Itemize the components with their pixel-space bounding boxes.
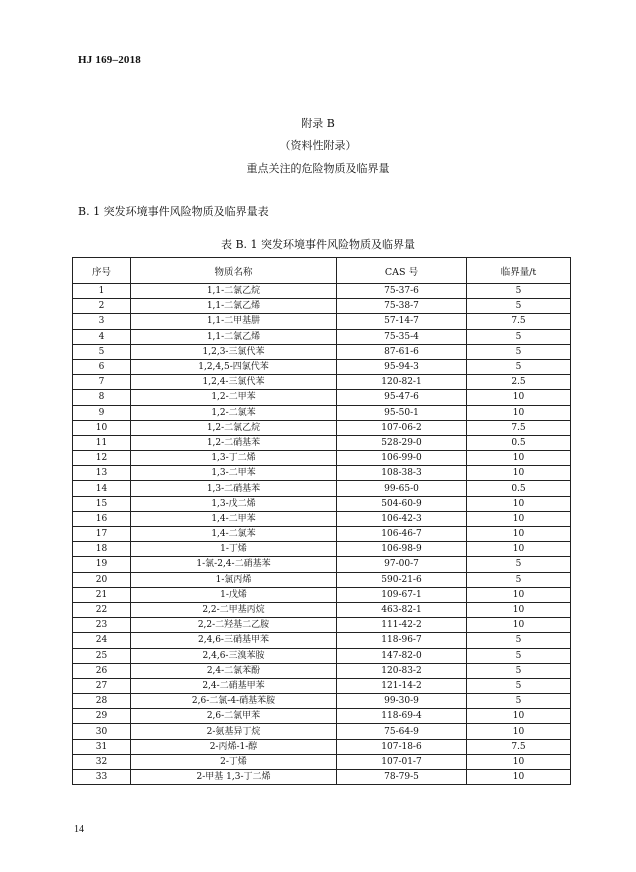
table-row	[73, 344, 571, 359]
cell-threshold: 10	[467, 405, 571, 420]
cell-cas-number: 75-35-4	[337, 329, 467, 344]
cell-cas-number: 107-18-6	[337, 739, 467, 754]
cell-index: 3	[73, 314, 131, 329]
cell-threshold: 7.5	[467, 420, 571, 435]
cell-index: 5	[73, 344, 131, 359]
cell-substance-name: 1,3-戊二烯	[131, 496, 337, 511]
table-header-row	[73, 258, 571, 284]
cell-cas-number: 95-94-3	[337, 359, 467, 374]
table-row	[73, 329, 571, 344]
table-row	[73, 770, 571, 785]
cell-index: 8	[73, 390, 131, 405]
cell-substance-name: 1,3-丁二烯	[131, 451, 337, 466]
cell-substance-name: 1,2,3-三氯代苯	[131, 344, 337, 359]
cell-cas-number: 75-38-7	[337, 299, 467, 314]
cell-cas-number: 118-96-7	[337, 633, 467, 648]
cell-substance-name: 1-丁烯	[131, 542, 337, 557]
table-row	[73, 648, 571, 663]
table-row	[73, 314, 571, 329]
table-row	[73, 359, 571, 374]
cell-substance-name: 1-氯丙烯	[131, 572, 337, 587]
table-row	[73, 572, 571, 587]
table-row	[73, 451, 571, 466]
cell-index: 15	[73, 496, 131, 511]
cell-threshold: 5	[467, 557, 571, 572]
cell-index: 16	[73, 511, 131, 526]
cell-threshold: 10	[467, 754, 571, 769]
table-row	[73, 618, 571, 633]
table-caption: 表 B. 1 突发环境事件风险物质及临界量	[220, 238, 416, 251]
table-row	[73, 602, 571, 617]
cell-index: 21	[73, 587, 131, 602]
cell-cas-number: 120-83-2	[337, 663, 467, 678]
cell-index: 13	[73, 466, 131, 481]
table-row	[73, 587, 571, 602]
cell-index: 11	[73, 435, 131, 450]
appendix-subtitle: （资料性附录）	[279, 139, 357, 152]
cell-substance-name: 2,4-二硝基甲苯	[131, 678, 337, 693]
table-row	[73, 299, 571, 314]
column-header-substance-name: 物质名称	[131, 258, 337, 284]
table-row	[73, 633, 571, 648]
cell-index: 7	[73, 375, 131, 390]
cell-threshold: 0.5	[467, 481, 571, 496]
cell-cas-number: 95-50-1	[337, 405, 467, 420]
cell-cas-number: 97-00-7	[337, 557, 467, 572]
cell-substance-name: 1,2,4,5-四氯代苯	[131, 359, 337, 374]
table-row	[73, 420, 571, 435]
cell-index: 27	[73, 678, 131, 693]
cell-index: 30	[73, 724, 131, 739]
cell-index: 24	[73, 633, 131, 648]
cell-substance-name: 1,1-二氯乙烷	[131, 284, 337, 299]
cell-threshold: 5	[467, 329, 571, 344]
cell-cas-number: 75-64-9	[337, 724, 467, 739]
cell-index: 1	[73, 284, 131, 299]
cell-threshold: 10	[467, 618, 571, 633]
cell-substance-name: 2-氨基异丁烷	[131, 724, 337, 739]
table-row	[73, 375, 571, 390]
cell-cas-number: 107-06-2	[337, 420, 467, 435]
cell-threshold: 10	[467, 587, 571, 602]
cell-threshold: 7.5	[467, 739, 571, 754]
table-row	[73, 694, 571, 709]
cell-index: 9	[73, 405, 131, 420]
cell-substance-name: 1,2,4-三氯代苯	[131, 375, 337, 390]
cell-index: 17	[73, 527, 131, 542]
cell-threshold: 10	[467, 496, 571, 511]
column-header-threshold: 临界量/t	[467, 258, 571, 284]
cell-substance-name: 2-甲基 1,3-丁二烯	[131, 770, 337, 785]
cell-index: 14	[73, 481, 131, 496]
section-heading: B. 1 突发环境事件风险物质及临界量表	[78, 205, 269, 218]
hazardous-substances-table	[72, 257, 571, 785]
column-header-cas-number: CAS 号	[337, 258, 467, 284]
cell-cas-number: 147-82-0	[337, 648, 467, 663]
table-row	[73, 542, 571, 557]
cell-index: 10	[73, 420, 131, 435]
table-row	[73, 724, 571, 739]
table-row	[73, 435, 571, 450]
cell-cas-number: 95-47-6	[337, 390, 467, 405]
cell-cas-number: 57-14-7	[337, 314, 467, 329]
table-row	[73, 678, 571, 693]
cell-substance-name: 1,2-二甲苯	[131, 390, 337, 405]
cell-cas-number: 118-69-4	[337, 709, 467, 724]
cell-threshold: 2.5	[467, 375, 571, 390]
cell-threshold: 5	[467, 694, 571, 709]
cell-cas-number: 121-14-2	[337, 678, 467, 693]
table-row	[73, 496, 571, 511]
table-row	[73, 481, 571, 496]
cell-substance-name: 1,1-二氯乙烯	[131, 329, 337, 344]
cell-substance-name: 1,4-二氯苯	[131, 527, 337, 542]
cell-substance-name: 2,4,6-三硝基甲苯	[131, 633, 337, 648]
cell-threshold: 10	[467, 390, 571, 405]
cell-substance-name: 2,6-二氯-4-硝基苯胺	[131, 694, 337, 709]
cell-cas-number: 99-30-9	[337, 694, 467, 709]
cell-threshold: 5	[467, 678, 571, 693]
cell-index: 23	[73, 618, 131, 633]
cell-cas-number: 78-79-5	[337, 770, 467, 785]
cell-threshold: 10	[467, 770, 571, 785]
cell-substance-name: 1,3-二硝基苯	[131, 481, 337, 496]
cell-index: 25	[73, 648, 131, 663]
cell-cas-number: 120-82-1	[337, 375, 467, 390]
table-body	[73, 284, 571, 785]
cell-substance-name: 2,2-二羟基二乙胺	[131, 618, 337, 633]
cell-cas-number: 504-60-9	[337, 496, 467, 511]
cell-cas-number: 106-42-3	[337, 511, 467, 526]
cell-substance-name: 2,2-二甲基丙烷	[131, 602, 337, 617]
cell-index: 26	[73, 663, 131, 678]
table-row	[73, 511, 571, 526]
cell-substance-name: 1,1-二氯乙烯	[131, 299, 337, 314]
cell-threshold: 10	[467, 511, 571, 526]
cell-cas-number: 106-99-0	[337, 451, 467, 466]
cell-threshold: 10	[467, 724, 571, 739]
cell-substance-name: 2,6-二氯甲苯	[131, 709, 337, 724]
cell-threshold: 10	[467, 466, 571, 481]
cell-index: 20	[73, 572, 131, 587]
cell-threshold: 7.5	[467, 314, 571, 329]
cell-substance-name: 1,2-二硝基苯	[131, 435, 337, 450]
table-row	[73, 466, 571, 481]
cell-index: 4	[73, 329, 131, 344]
cell-substance-name: 2,4-二氯苯酚	[131, 663, 337, 678]
cell-cas-number: 590-21-6	[337, 572, 467, 587]
cell-threshold: 5	[467, 299, 571, 314]
cell-substance-name: 2-丙烯-1-醇	[131, 739, 337, 754]
cell-threshold: 10	[467, 602, 571, 617]
cell-substance-name: 2,4,6-三溴苯胺	[131, 648, 337, 663]
cell-substance-name: 1,1-二甲基肼	[131, 314, 337, 329]
cell-cas-number: 87-61-6	[337, 344, 467, 359]
cell-cas-number: 99-65-0	[337, 481, 467, 496]
cell-threshold: 5	[467, 663, 571, 678]
cell-threshold: 10	[467, 451, 571, 466]
cell-cas-number: 108-38-3	[337, 466, 467, 481]
cell-cas-number: 528-29-0	[337, 435, 467, 450]
cell-substance-name: 1,2-二氯乙烷	[131, 420, 337, 435]
cell-threshold: 10	[467, 542, 571, 557]
cell-cas-number: 75-37-6	[337, 284, 467, 299]
page-number: 14	[74, 824, 84, 835]
cell-index: 22	[73, 602, 131, 617]
table-row	[73, 739, 571, 754]
table-row	[73, 557, 571, 572]
cell-index: 32	[73, 754, 131, 769]
table-row	[73, 709, 571, 724]
cell-index: 19	[73, 557, 131, 572]
cell-threshold: 5	[467, 284, 571, 299]
cell-substance-name: 1-氯-2,4-二硝基苯	[131, 557, 337, 572]
cell-threshold: 5	[467, 633, 571, 648]
cell-substance-name: 1-戊烯	[131, 587, 337, 602]
cell-index: 33	[73, 770, 131, 785]
cell-threshold: 10	[467, 527, 571, 542]
cell-index: 28	[73, 694, 131, 709]
table-row	[73, 405, 571, 420]
cell-cas-number: 463-82-1	[337, 602, 467, 617]
table-row	[73, 663, 571, 678]
cell-index: 6	[73, 359, 131, 374]
cell-cas-number: 111-42-2	[337, 618, 467, 633]
table-row	[73, 284, 571, 299]
cell-index: 18	[73, 542, 131, 557]
cell-cas-number: 109-67-1	[337, 587, 467, 602]
cell-cas-number: 107-01-7	[337, 754, 467, 769]
cell-threshold: 5	[467, 648, 571, 663]
appendix-heading: 重点关注的危险物质及临界量	[246, 162, 390, 175]
cell-threshold: 10	[467, 709, 571, 724]
cell-threshold: 5	[467, 572, 571, 587]
cell-substance-name: 2-丁烯	[131, 754, 337, 769]
document-code: HJ 169–2018	[78, 54, 142, 66]
cell-index: 29	[73, 709, 131, 724]
table-row	[73, 754, 571, 769]
cell-cas-number: 106-98-9	[337, 542, 467, 557]
cell-substance-name: 1,4-二甲苯	[131, 511, 337, 526]
cell-index: 12	[73, 451, 131, 466]
cell-substance-name: 1,2-二氯苯	[131, 405, 337, 420]
table-row	[73, 527, 571, 542]
cell-cas-number: 106-46-7	[337, 527, 467, 542]
appendix-title: 附录 B	[301, 117, 335, 130]
cell-threshold: 5	[467, 344, 571, 359]
table-row	[73, 390, 571, 405]
cell-index: 31	[73, 739, 131, 754]
cell-substance-name: 1,3-二甲苯	[131, 466, 337, 481]
cell-index: 2	[73, 299, 131, 314]
cell-threshold: 0.5	[467, 435, 571, 450]
column-header-index: 序号	[73, 258, 131, 284]
cell-threshold: 5	[467, 359, 571, 374]
